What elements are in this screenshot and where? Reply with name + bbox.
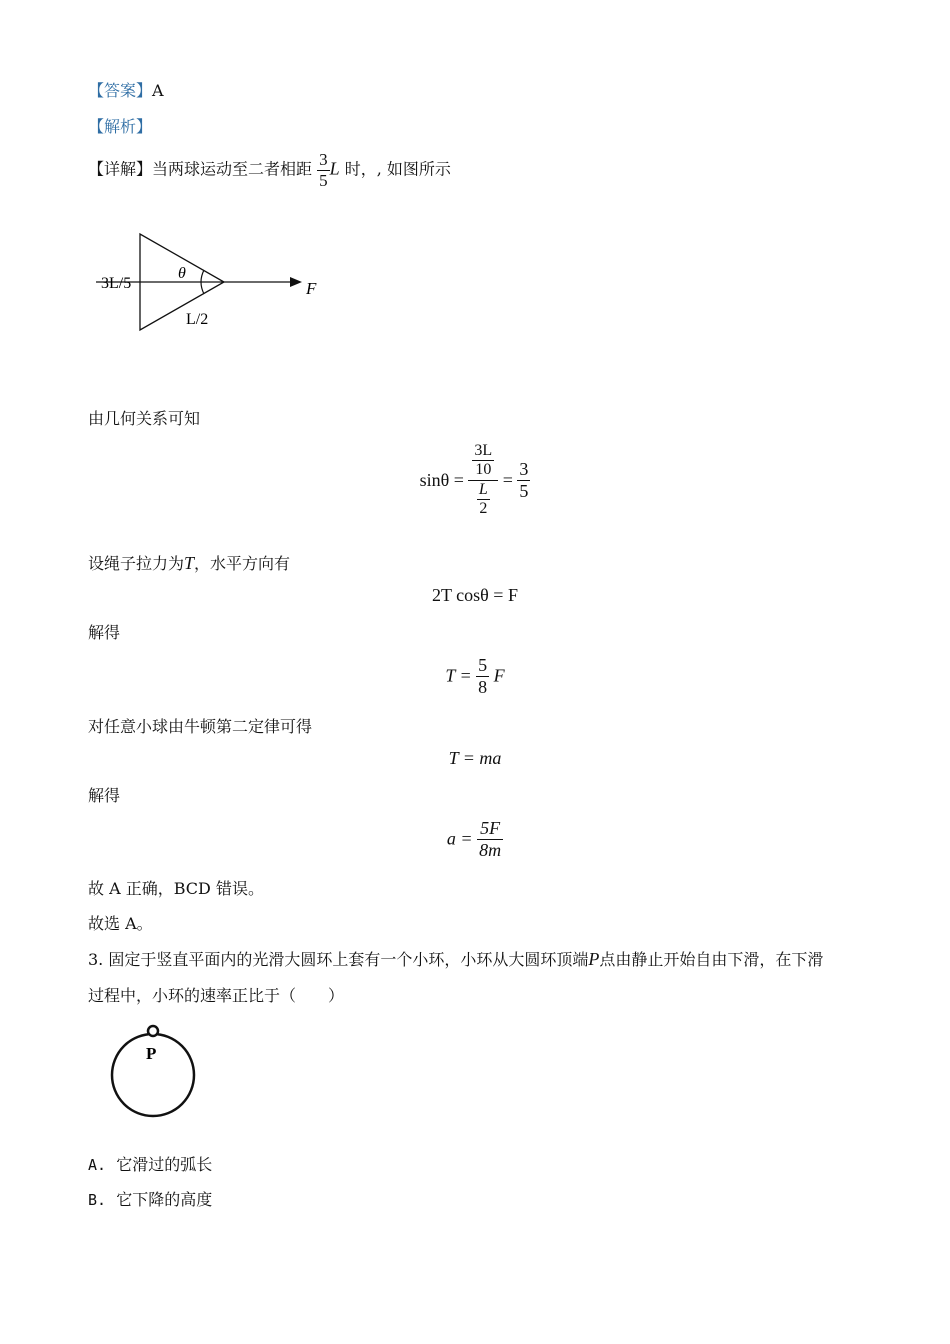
- detail-frac-num: 3: [319, 150, 328, 169]
- eq1-top-den: 10: [475, 461, 492, 479]
- eq1-outer-fraction: [468, 442, 498, 519]
- conclusion-2: 故选 A。: [88, 914, 153, 933]
- question-3-point: P: [588, 949, 600, 969]
- answer-label: 【答案】: [88, 81, 153, 100]
- eq1-res-num: 3: [519, 459, 529, 480]
- figure-label-P: P: [146, 1044, 157, 1063]
- eq3-den: 8: [478, 676, 488, 697]
- question-3-text-before: 3. 固定于竖直平面内的光滑大圆环上套有一个小环，小环从大圆环顶端: [88, 950, 589, 969]
- equation-sin-theta: [0, 442, 950, 519]
- solve-text-2: 解得: [88, 786, 121, 805]
- detail-text-after: 时，, 如图所示: [344, 159, 451, 179]
- eq3-num: 5: [478, 655, 488, 675]
- eq1-bottom-num: L: [477, 481, 490, 500]
- eq1-res-den: 5: [519, 480, 529, 501]
- eq5-fraction: [477, 818, 503, 860]
- label-L2: L/2: [186, 311, 209, 328]
- label-3L5: 3L/5: [101, 275, 132, 292]
- newton-text: 对任意小球由牛顿第二定律可得: [88, 717, 313, 736]
- eq3-rhs: F: [493, 665, 505, 686]
- equation-a: [0, 818, 950, 860]
- force-arrowhead: [290, 277, 302, 287]
- detail-frac-var: L: [329, 158, 340, 179]
- eq3-fraction: [476, 655, 489, 697]
- label-F: F: [306, 279, 317, 298]
- answer-line: [88, 80, 164, 102]
- option-a-letter: A.: [88, 1156, 107, 1174]
- detail-frac-den: 5: [319, 170, 328, 190]
- eq1-lhs: sinθ =: [419, 469, 464, 490]
- detail-text-before: 当两球运动至二者相距: [152, 159, 313, 179]
- answer-value: A: [152, 81, 164, 100]
- option-a-text: 它滑过的弧长: [116, 1155, 213, 1174]
- eq1-top-fraction: [472, 442, 494, 480]
- eq1-top-num: 3L: [472, 442, 494, 461]
- eq1-result-fraction: [517, 459, 530, 501]
- eq5-num: 5F: [477, 818, 503, 840]
- detail-label: 【详解】: [88, 159, 153, 179]
- eq5-lhs: a =: [446, 828, 473, 849]
- small-ring: [148, 1026, 158, 1036]
- equation-T-ma: T = ma: [448, 748, 502, 768]
- eq1-bottom-den: 2: [479, 500, 488, 518]
- tension-text: [88, 552, 290, 575]
- equation-2tcos: 2T cosθ = F: [432, 585, 518, 605]
- geometry-text: 由几何关系可知: [88, 409, 201, 428]
- conclusion-1: 故 A 正确，BCD 错误。: [88, 879, 264, 898]
- tension-var: T: [184, 553, 195, 573]
- eq3-lhs: T =: [445, 665, 472, 686]
- tension-text-after: ，水平方向有: [194, 554, 291, 573]
- label-theta: θ: [178, 265, 186, 282]
- circle-ring-figure: [100, 1018, 210, 1126]
- question-3-line-1: [88, 948, 823, 971]
- option-b-letter: B.: [88, 1191, 107, 1209]
- equation-T: [0, 655, 950, 697]
- eq1-equals: =: [502, 469, 513, 490]
- question-3-text-after: 点由静止开始自由下滑，在下滑: [599, 950, 824, 969]
- eq5-den: 8m: [479, 839, 502, 860]
- tension-text-before: 设绳子拉力为: [88, 554, 185, 573]
- detail-fraction: [317, 150, 330, 190]
- option-a[interactable]: [88, 1154, 212, 1176]
- option-b[interactable]: [88, 1189, 212, 1211]
- solve-text-1: 解得: [88, 623, 121, 642]
- question-3-line-2: 过程中，小环的速率正比于（ ）: [88, 986, 345, 1005]
- triangle-force-diagram: [96, 226, 336, 338]
- analysis-label: 【解析】: [88, 117, 153, 136]
- eq1-bottom-fraction: [477, 481, 490, 519]
- option-b-text: 它下降的高度: [116, 1190, 213, 1209]
- detail-line: [88, 150, 451, 190]
